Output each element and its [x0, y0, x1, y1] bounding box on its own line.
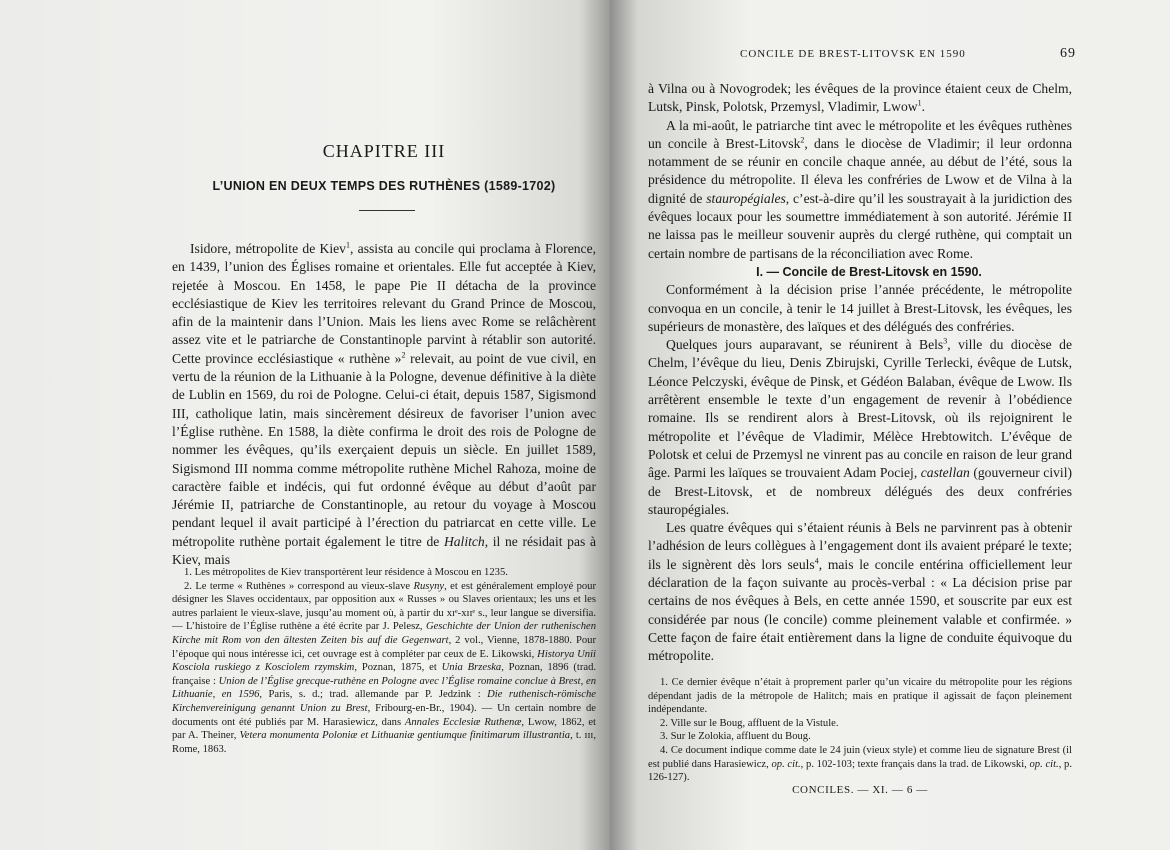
text-span: relevait, au point de vue civil, en vertu de la réunion de la Lithuanie à la Pologne, devenue définitive à la diète de Lublin en 1569, du roi de Pologne. Celui-ci était, depuis 1587, Sigismond III, catholique latin, mais sincèrement désireux de favoriser l’union avec l’Église ruthène. En 1588, la diète confirma le droit des rois de Pologne de nommer les évêques, qu’ils exerçaient depuis un siècle. En juillet 1589, Sigismond III nomma comme métropolite ruthène Michel Rahoza, moine de caractère faible et indécis, qui fut ordonné évêque au début d’août par Jérémie II, patriarche de Constantinople, au retour du voyage à Moscou pendant lequel il avait participé à l’érection du patriarcat en cette ville. Le métropolite ruthène portait également le titre de — [172, 350, 596, 549]
text-span: , assista au concile qui proclama à Florence, en 1439, l’union des Églises romaine et orientales. Elle fut acceptée à Kiev, rejetée à Moscou. En 1458, le pape Pie II détacha de la province ecclésiastique de Kiev les territoires relevant du Grand Prince de Moscou, afin de la maintenir dans l’Union. Mais les liens avec Rome se relâchèrent assez vite et le patriarche de Constantinople parvint à rétablir son autorité. Cette province ecclésiastique « ruthène » — [172, 241, 596, 366]
right-body-text — [648, 80, 1072, 666]
text-span: , ville du diocèse de Chelm, l’évêque du lieu, Denis Zbirujski, Cyrille Terlecki, évêque de Lutsk, Léonce Pelczyski, évêque de Pinsk, et Gédéon Balaban, évêque de Lwow. Ils arrêtèrent ensemble le texte d’un engagement de revenir à l’obédience romaine. Ils se rendirent alors à Brest-Litovsk, où ils rejoignirent le métropolite et l’évêque de Vladimir, Mélèce Hrebtowitch. L’évêque de Polotsk et celui de Przemysl ne vinrent pas au concile en raison de leur grand âge. Parmi les laïques se trouvaient Adam Pociej, — [648, 337, 1072, 481]
footnote-ref: 4 — [814, 556, 819, 566]
footnote-ref: 1 — [917, 98, 922, 108]
italic-text: Die ruthenisch-römische Kirchenvereinigung genannt Union zu Brest — [172, 689, 596, 714]
italic-text: op. cit. — [771, 758, 801, 770]
left-body-text — [172, 240, 596, 569]
italic-text: Annales Ecclesiæ Ruthenæ — [404, 716, 522, 728]
right-paragraph-2 — [648, 117, 1072, 263]
italic-text: Historya Unii Kosciola ruskiego z Kosciolem rzymskim — [172, 648, 596, 674]
left-footnotes — [172, 566, 596, 756]
text-span: , p. 126-127). — [648, 758, 1072, 784]
text-span: 4. Ce document indique comme date le 24 juin (vieux style) et comme lieu de signature Brest (il est publié dans Harasiewicz, — [648, 744, 1072, 770]
page-number: 69 — [1060, 46, 1076, 61]
chapter-title: CHAPITRE III — [322, 141, 446, 161]
text-span: Quelques jours auparavant, se réunirent à Bels — [666, 337, 944, 353]
right-footnotes — [648, 676, 1072, 785]
text-span: (gouverneur civil) de Brest-Litovsk, et de nombreux délégués des deux confréries stauropégiales. — [648, 465, 1072, 517]
right-paragraph-3: Conformément à la décision prise l’année précédente, le métropolite convoqua en un concile, à tenir le 14 juillet à Brest-Litovsk, les évêques, les supérieurs de monastère, des laïques et des délégués des confréries. — [648, 282, 1072, 334]
text-span: , Poznan, 1875, et — [354, 662, 442, 674]
footnote-2 — [172, 580, 596, 757]
text-span: , p. 102-103; texte français dans la trad. de Likowski, — [800, 758, 1030, 770]
italic-text: Geschichte der Union der ruthenischen Kirche mit Rom von den ältesten Zeiten bis auf die Gegenwart — [172, 621, 596, 646]
text-span: , t. ɪɪɪ, Rome, 1863. — [172, 730, 596, 755]
text-span: , Poznan, 1896 (trad. française : — [172, 662, 597, 687]
italic-text: Rusyny — [413, 580, 445, 592]
italic-text: op. cit. — [1029, 758, 1059, 770]
text-span: . — [921, 99, 925, 115]
left-paragraph-1 — [172, 240, 596, 569]
text-span: , Fribourg-en-Br., 1904). — Un certain nombre de documents ont été publiés par M. Harasiewicz, dans — [172, 702, 596, 728]
running-head-title: CONCILE DE BREST-LITOVSK EN 1590 — [740, 48, 966, 60]
footnote-4 — [648, 744, 1072, 785]
text-span: , et est généralement employé pour désigner les Slaves occidentaux, par opposition aux « Russes » ou Slaves orientaux; les uns et les autres parlaient le vieux-slave, jusqu’au moment où, à partir du xɪᵉ-xɪɪᵉ s., leur langue se diversifia. — L’histoire de l’Église ruthène a été écrite par J. Pelesz, — [172, 580, 596, 633]
text-span: , Lwow, 1862, et par A. Theiner, — [172, 716, 596, 742]
footnote-ref: 1 — [345, 240, 350, 250]
section-title: I. — Concile de Brest-Litovsk en 1590. — [756, 264, 982, 279]
footnote-2: 2. Ville sur le Boug, affluent de la Vistule. — [660, 717, 839, 729]
text-span: 2. Le terme « Ruthènes » correspond au vieux-slave — [184, 580, 414, 592]
text-span: à Vilna ou à Novogrodek; les évêques de la province étaient ceux de Chelm, Lutsk, Pinsk, Polotsk, Przemysl, Vladimir, Lwow — [648, 81, 1072, 115]
italic-text: castellan — [920, 465, 970, 481]
signature-line: CONCILES. — XI. — 6 — — [792, 784, 928, 796]
italic-text: stauropégiales — [706, 190, 786, 206]
text-span: , mais le concile entérina officiellement leur déclaration de la façon suivante au procès-verbal : « La décision prise par certains de nos évêques à Bels, en cette année 1590, et souscrite par eux est considérée par nous (le concile) comme pleinement valable et confirmée. » Cette façon de faire était entièrement dans la ligne de conduite équivoque du métropolite. — [648, 556, 1072, 664]
footnote-3: 3. Sur le Zolokia, affluent du Boug. — [660, 731, 811, 743]
italic-text: Union de l’Église grecque-ruthène en Pologne avec l’Église romaine conclue à Brest, en Lithuanie, en 1596 — [172, 675, 596, 701]
text-span: A la mi-août, le patriarche tint avec le métropolite et les évêques ruthènes un concile à Brest-Litovsk — [648, 117, 1072, 151]
text-span: , 2 vol., Vienne, 1878-1880. Pour l’époque qui nous intéresse ici, cet ouvrage est à compléter par ceux de E. Likowski, — [172, 634, 596, 660]
footnote-ref: 2 — [401, 350, 406, 360]
italic-text: Halitch — [443, 533, 485, 549]
right-paragraph-5 — [648, 519, 1072, 665]
text-span: , Paris, s. d.; trad. allemande par P. Jedzink : — [259, 689, 488, 701]
text-span: , dans le diocèse de Vladimir; il leur ordonna notamment de se réunir en concile chaque année, au début de l’été, sous la présidence du métropolite. Il éleva les confréries de Lwow et de Vilna à la dignité de — [648, 135, 1072, 206]
right-paragraph-4 — [648, 336, 1072, 519]
footnote-1: 1. Ce dernier évêque n’était à proprement parler qu’un vicaire du métropolite pour les régions dépendant jadis de la métropole de Halitch; mais en pratique il agissait de façon pleinement indépendante. — [648, 677, 1072, 716]
title-rule — [359, 210, 415, 211]
text-span: , c’est-à-dire qu’il les soustrayait à la juridiction des évêques locaux pour les soumettre immédiatement à son autorité. Jérémie II ne laissa pas le meilleur souvenir auprès du clergé ruthène, qui comptait un certain nombre de partisans de la réconciliation avec Rome. — [648, 190, 1072, 261]
italic-text: Vetera monumenta Poloniæ et Lithuaniæ gentiumque finitimarum illustrantia — [239, 730, 571, 742]
right-page — [610, 0, 1170, 850]
text-span: Les quatre évêques qui s’étaient réunis à Bels ne parvinrent pas à obtenir l’adhésion de leurs collègues à l’engagement dont ils avaient préparé le texte; ils le signèrent dès lors seuls — [648, 520, 1072, 572]
footnote-ref: 2 — [800, 135, 805, 145]
right-paragraph-1 — [648, 80, 1072, 117]
text-span: Isidore, métropolite de Kiev — [190, 241, 346, 256]
footnote-1: 1. Les métropolites de Kiev transportèrent leur résidence à Moscou en 1235. — [184, 567, 508, 578]
italic-text: Unia Brzeska — [441, 662, 502, 674]
text-span: , il ne résidait pas à Kiev, mais — [172, 533, 596, 568]
chapter-subtitle: L’UNION EN DEUX TEMPS DES RUTHÈNES (1589-1702) — [212, 179, 556, 193]
footnote-ref: 3 — [943, 336, 948, 346]
